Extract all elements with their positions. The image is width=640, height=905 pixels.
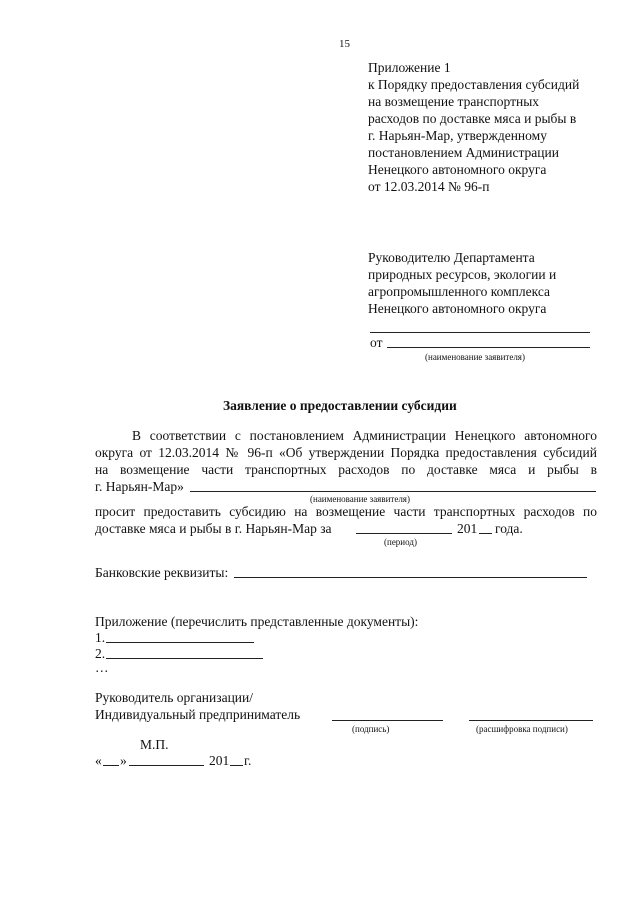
date-year-field[interactable] bbox=[230, 765, 243, 766]
date-suffix: г. bbox=[244, 753, 252, 768]
stamp-label: М.П. bbox=[140, 737, 169, 752]
from-label: от bbox=[370, 335, 383, 350]
applicant-caption-2: (наименование заявителя) bbox=[310, 494, 410, 504]
period-field[interactable] bbox=[356, 533, 452, 534]
appendix-line: на возмещение транспортных bbox=[368, 94, 540, 109]
appendix-line: постановлением Администрации bbox=[368, 145, 559, 160]
applicant-caption: (наименование заявителя) bbox=[425, 352, 525, 362]
body-line-end: года. bbox=[495, 521, 523, 536]
body-line: на возмещение части транспортных расходов по доставке мяса и рыбы в bbox=[95, 462, 597, 477]
year-prefix: 201 bbox=[457, 521, 478, 536]
attachment-ellipsis: … bbox=[95, 660, 109, 675]
applicant-name-blank[interactable] bbox=[190, 491, 596, 492]
addressee-line: Ненецкого автономного округа bbox=[368, 301, 547, 316]
attachment-field-1[interactable] bbox=[106, 642, 254, 643]
appendix-line: от 12.03.2014 № 96-п bbox=[368, 179, 490, 194]
body-line: г. Нарьян-Мар» bbox=[95, 479, 184, 494]
appendix-line: расходов по доставке мяса и рыбы в bbox=[368, 111, 577, 126]
bank-details-field[interactable] bbox=[234, 577, 587, 578]
body-line: округа от 12.03.2014 № 96-п «Об утверждении Порядка предоставления субсидий bbox=[95, 445, 597, 460]
date-day-field[interactable] bbox=[103, 765, 119, 766]
attachment-item-number: 1. bbox=[95, 630, 106, 645]
appendix-line: г. Нарьян-Мар, утвержденному bbox=[368, 128, 547, 143]
appendix-line: Приложение 1 bbox=[368, 60, 451, 75]
document-title: Заявление о предоставлении субсидии bbox=[223, 398, 457, 413]
signature-caption: (подпись) bbox=[352, 724, 390, 734]
signature-decode-caption: (расшифровка подписи) bbox=[476, 724, 568, 734]
signature-decode-field[interactable] bbox=[469, 720, 593, 721]
addressee-line: агропромышленного комплекса bbox=[368, 284, 550, 299]
body-line: доставке мяса и рыбы в г. Нарьян-Мар за bbox=[95, 521, 332, 536]
attachment-item-number: 2. bbox=[95, 646, 106, 661]
appendix-line: к Порядку предоставления субсидий bbox=[368, 77, 580, 92]
appendix-line: Ненецкого автономного округа bbox=[368, 162, 547, 177]
period-caption: (период) bbox=[384, 537, 417, 547]
date-year-prefix: 201 bbox=[209, 753, 230, 768]
addressee-blank-line[interactable] bbox=[370, 332, 590, 333]
applicant-name-field[interactable] bbox=[387, 347, 590, 348]
attachment-field-2[interactable] bbox=[106, 658, 263, 659]
signature-field[interactable] bbox=[332, 720, 443, 721]
year-suffix-field[interactable] bbox=[479, 533, 492, 534]
addressee-line: природных ресурсов, экологии и bbox=[368, 267, 557, 282]
page-number: 15 bbox=[339, 38, 350, 50]
signature-role-line: Индивидуальный предприниматель bbox=[95, 707, 301, 722]
bank-label: Банковские реквизиты: bbox=[95, 565, 229, 580]
date-open-quote: « bbox=[95, 753, 102, 768]
signature-role-line: Руководитель организации/ bbox=[95, 690, 254, 705]
addressee-line: Руководителю Департамента bbox=[368, 250, 535, 265]
body-line: В соответствии с постановлением Администрации Ненецкого автономного bbox=[132, 428, 597, 443]
attachments-label: Приложение (перечислить представленные документы): bbox=[95, 614, 419, 629]
date-close-quote: » bbox=[120, 753, 127, 768]
body-line: просит предоставить субсидию на возмещение части транспортных расходов по bbox=[95, 504, 597, 519]
date-month-field[interactable] bbox=[129, 765, 204, 766]
